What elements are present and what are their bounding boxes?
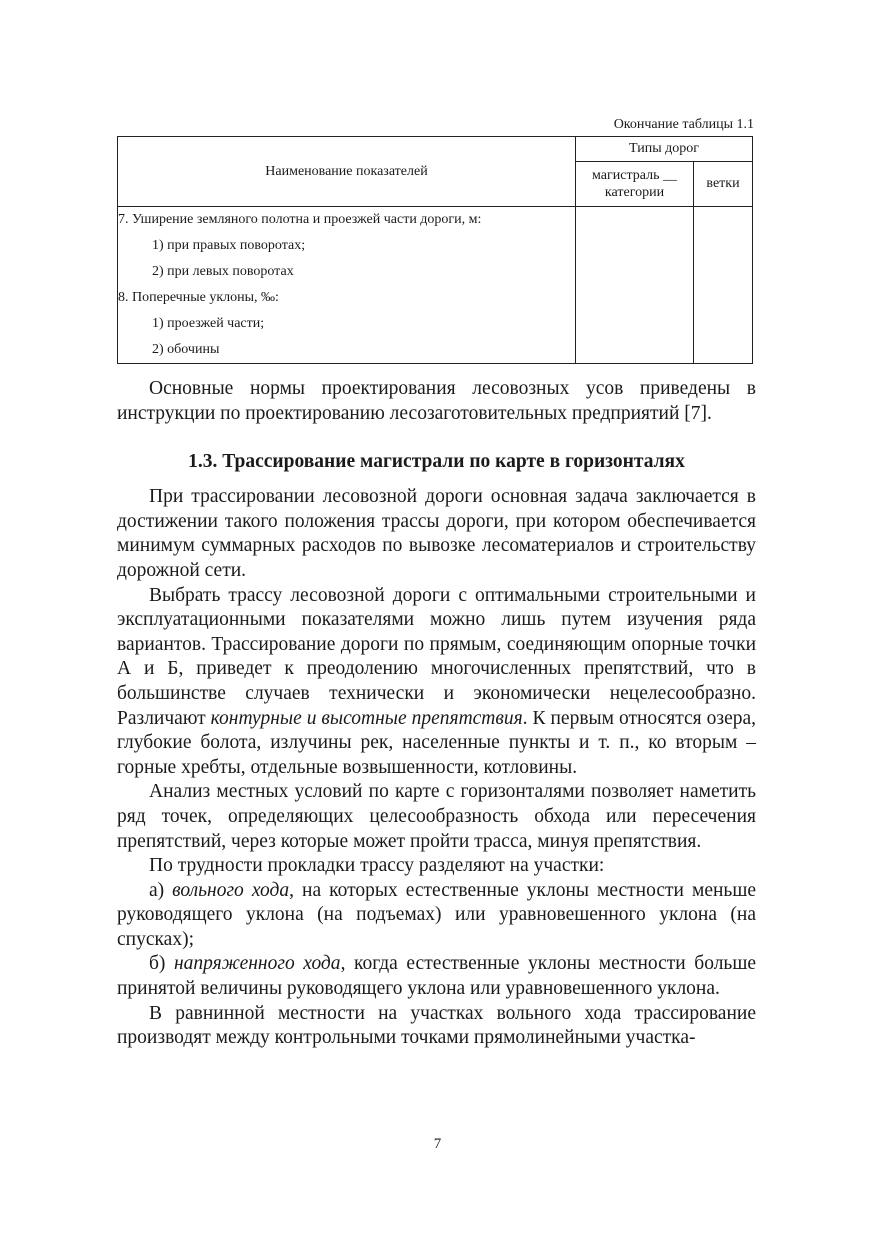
table-row-item: 1) проезжей части; bbox=[152, 316, 265, 331]
table-cell-branches-empty bbox=[694, 207, 753, 364]
header-branches: ветки bbox=[694, 162, 753, 207]
table-body-names bbox=[118, 207, 576, 364]
table-cell-highway-empty bbox=[576, 207, 694, 364]
paragraph-2-text-b: . К первым относятся озера, глубокие болота, излучины рек, населенные пункты и т. п., ко вторым – горные хребты, отдельные возвышенности, котловины. bbox=[117, 707, 757, 778]
table-row bbox=[118, 207, 753, 364]
paragraph-7: В равнинной местности на участках вольного хода трассирование производят между контрольными точками прямолинейными участка- bbox=[117, 1002, 756, 1049]
paragraph-2-emphasis: контурные и высотные препятствия bbox=[210, 707, 523, 729]
paragraph-5 bbox=[117, 879, 756, 953]
paragraph-3: Анализ местных условий по карте с горизонталями позволяет наметить ряд точек, определяющих целесообразность обхода или пересечения препятствий, через которые может пройти трасса, минуя препятствия. bbox=[117, 781, 756, 852]
paragraph-6 bbox=[117, 952, 756, 1001]
paragraph-6-prefix: б) bbox=[149, 953, 174, 975]
table-row-item: 7. Уширение земляного полотна и проезжей части дороги, м: bbox=[118, 212, 482, 227]
intro-paragraph: Основные нормы проектирования лесовозных усов приведены в инструкции по проектированию лесозаготовительных предприятий [7]. bbox=[117, 378, 756, 424]
paragraph-5-prefix: а) bbox=[149, 879, 173, 901]
page-number: 7 bbox=[433, 1136, 442, 1152]
table-row-item: 8. Поперечные уклоны, ‰: bbox=[118, 290, 279, 305]
table-row-item: 2) обочины bbox=[152, 342, 220, 357]
section-heading: 1.3. Трассирование магистрали по карте в горизонталях bbox=[188, 451, 685, 473]
paragraph-5-emphasis: вольного хода bbox=[172, 879, 290, 901]
header-name: Наименование показателей bbox=[118, 137, 576, 207]
paragraph-4: По трудности прокладки трассу разделяют на участки: bbox=[149, 855, 605, 877]
paragraph-2 bbox=[117, 584, 756, 781]
header-road-types: Типы дорог bbox=[576, 137, 753, 162]
paragraph-6-emphasis: напряженного хода bbox=[173, 953, 341, 975]
header-highway-category bbox=[576, 162, 694, 207]
paragraph-6-text: , когда естественные уклоны местности больше принятой величины руководящего уклона или уравновешенного уклона. bbox=[117, 953, 756, 1000]
header-highway-line2: категории bbox=[604, 185, 665, 200]
parameters-table bbox=[117, 136, 753, 364]
table-header-row bbox=[118, 137, 753, 162]
page-content bbox=[117, 116, 756, 1051]
paragraph-5-text: , на которых естественные уклоны местности меньше руководящего уклона (на подъемах) или уравновешенного уклона (на спусках); bbox=[117, 879, 756, 950]
header-highway-line1: магистраль __ bbox=[592, 168, 677, 183]
table-row-item: 2) при левых поворотах bbox=[152, 264, 294, 279]
table-caption: Окончание таблицы 1.1 bbox=[613, 117, 754, 132]
paragraph-1: При трассировании лесовозной дороги основная задача заключается в достижении такого положения трассы дороги, при котором обеспечивается минимум суммарных расходов по вывозке лесоматериалов и строительству дорожной сети. bbox=[117, 486, 756, 581]
paragraph-2-text-a: Выбрать трассу лесовозной дороги с оптимальными строительными и эксплуатационными показателями можно лишь путем изучения ряда вариантов. Трассирование дороги по прямым, соединяющим опорные точки А и Б, приведет к преодолению многочисленных препятствий, что в большинстве случаев технически и экономически нецелесообразно. Различают bbox=[117, 584, 756, 729]
table-row-item: 1) при правых поворотах; bbox=[152, 238, 306, 253]
